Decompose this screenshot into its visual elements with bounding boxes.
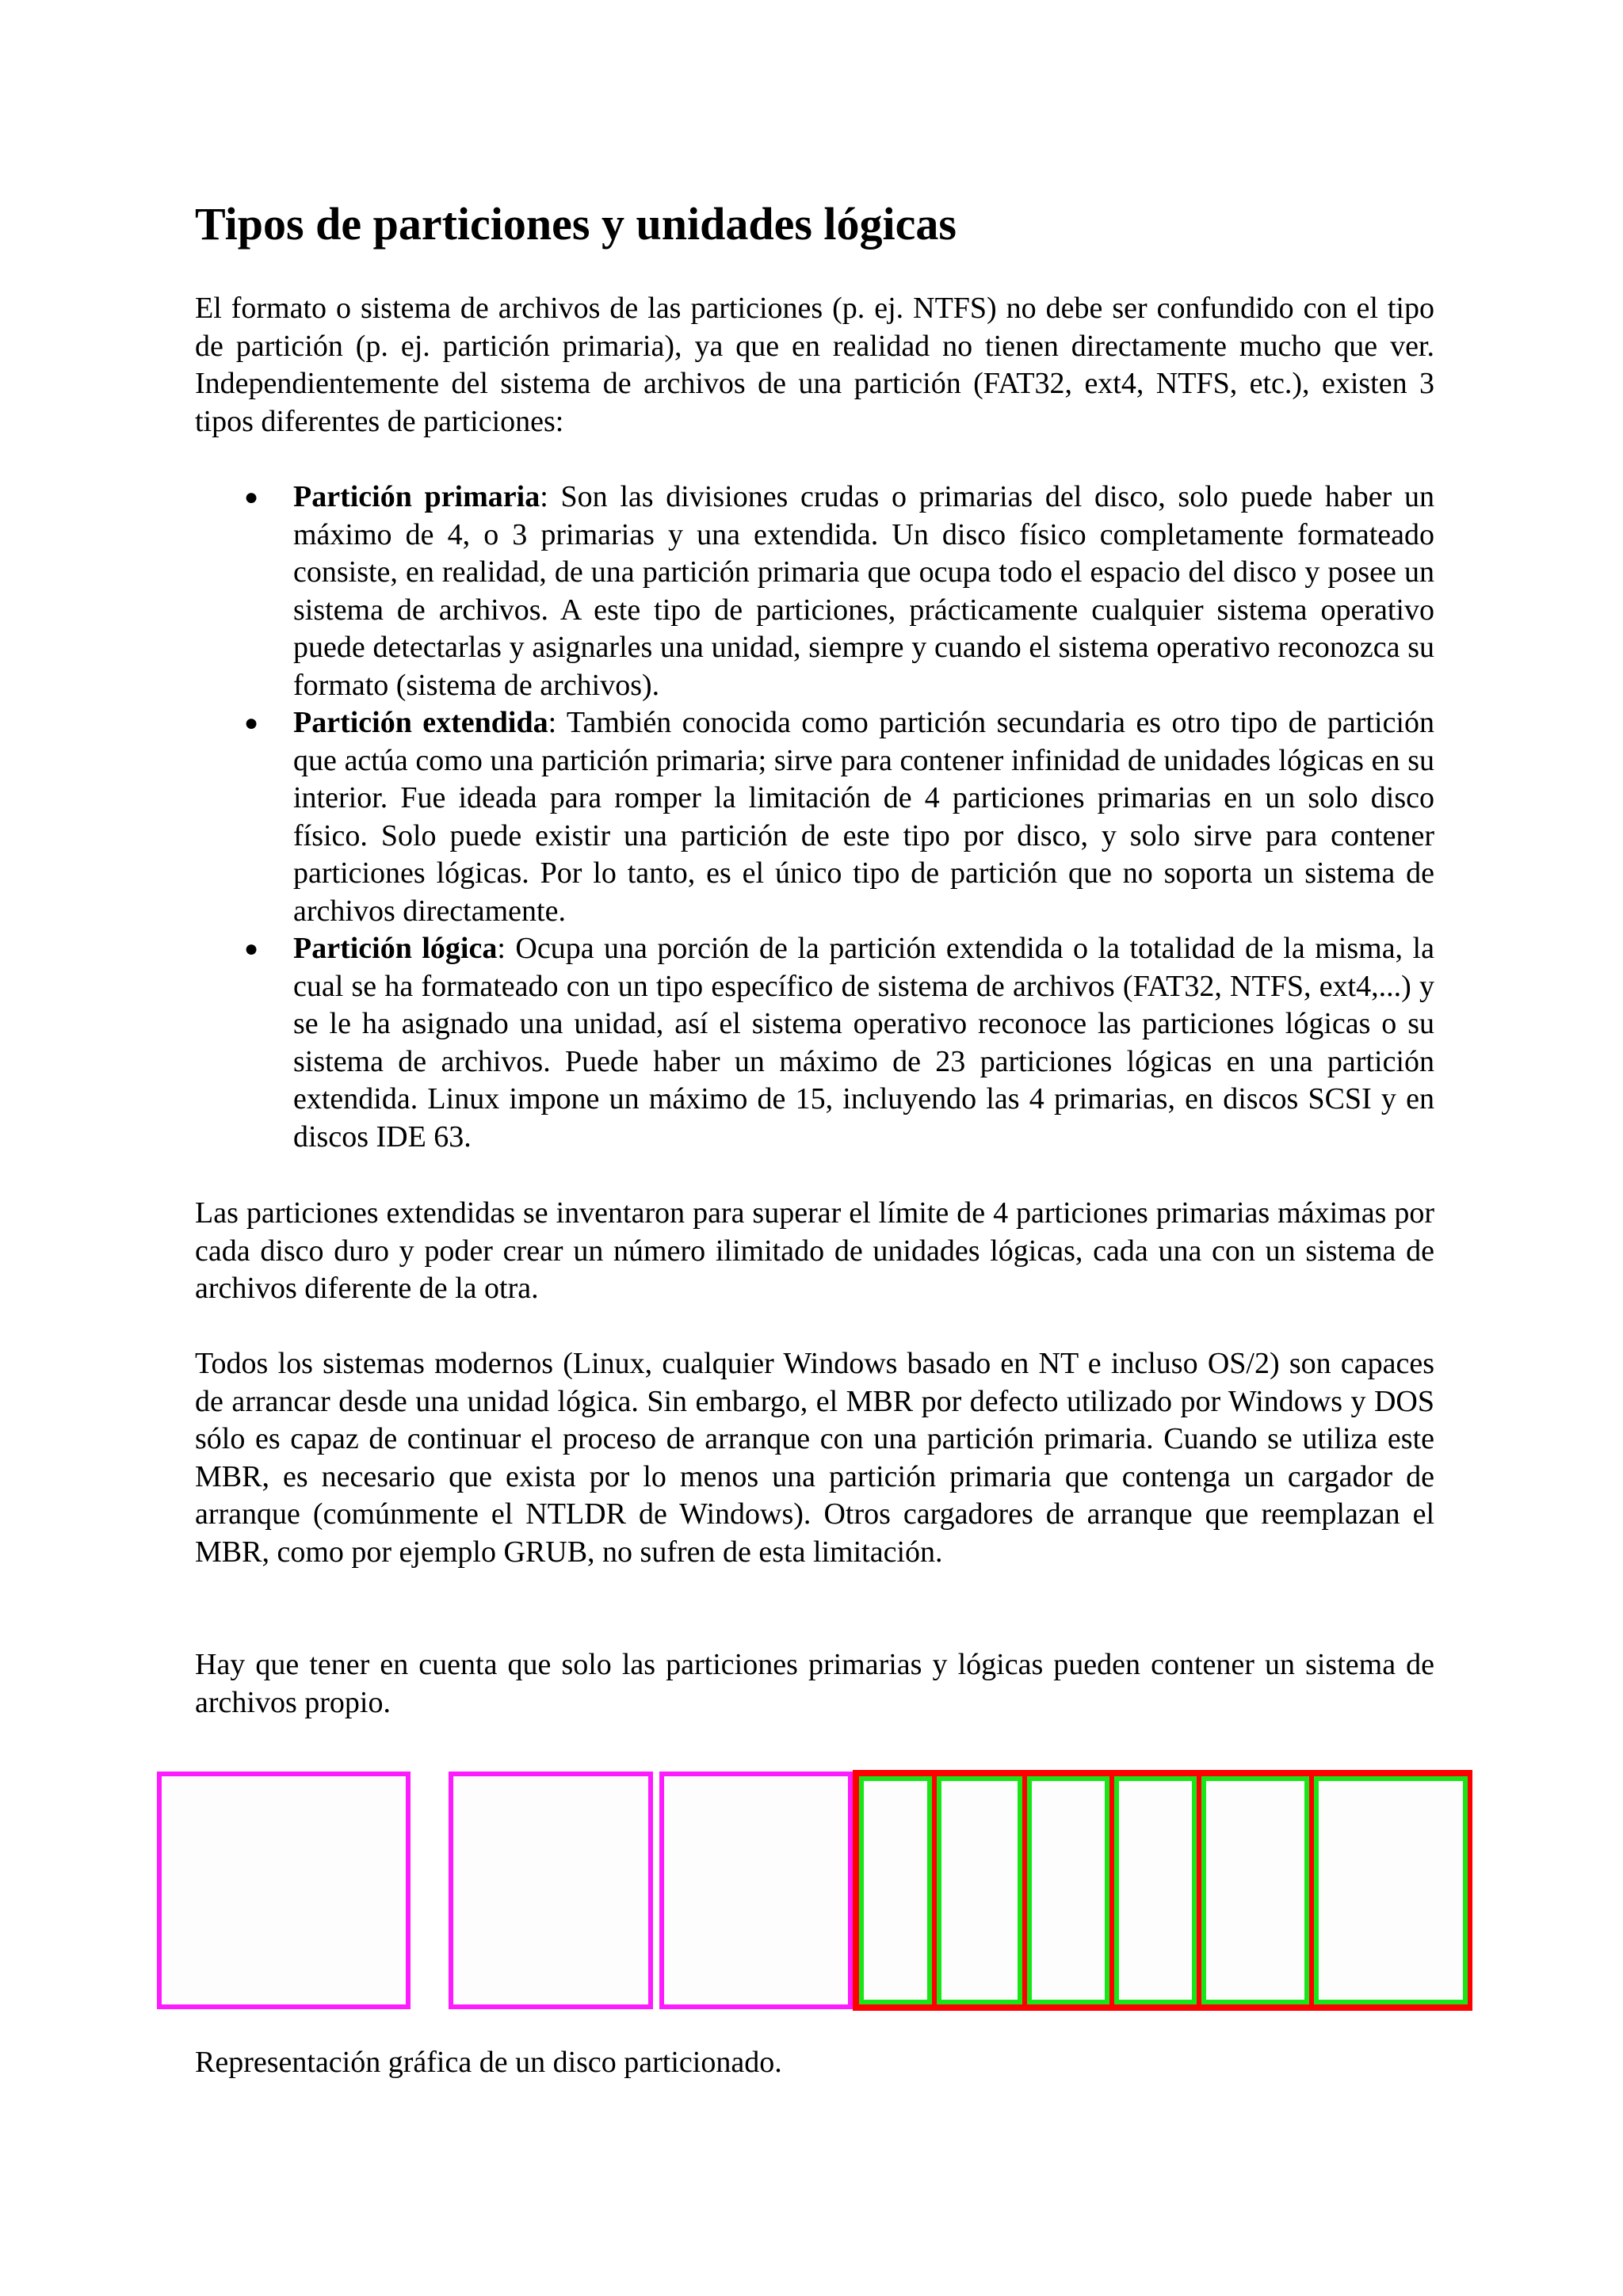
primary-partition-box — [659, 1772, 853, 2009]
extended-partition-box — [853, 1770, 1472, 2011]
desc-primary: : Son las divisiones crudas o primarias del disco, solo puede haber un máximo de 4, o 3 primarias y una extendida. Un disco físico completamente formateado consiste, en realidad, de una partición primaria que ocupa todo el espacio del disco y posee un sistema de archivos. A este tipo de particiones, prácticamente cualquier sistema operativo puede detectarlas y asignarles una unidad, siempre y cuando el sistema operativo reconozca su formato (sistema de archivos). — [293, 480, 1435, 702]
list-item-extended — [244, 704, 1434, 930]
extended-partitions-paragraph: Las particiones extendidas se inventaron para superar el límite de 4 particiones primarias máximas por cada disco duro y poder crear un número ilimitado de unidades lógicas, cada una con un sistema de archivos diferente de la otra. — [195, 1196, 1434, 1305]
logical-partition-box — [1027, 1776, 1109, 2004]
logical-partition-box — [859, 1776, 932, 2004]
logical-partition-box — [1114, 1776, 1197, 2004]
diagram-caption: Representación gráfica de un disco particionado. — [195, 2046, 782, 2079]
term-extended: Partición extendida — [293, 706, 548, 739]
logical-partition-box — [1201, 1776, 1309, 2004]
list-item-primary — [244, 479, 1435, 704]
boot-paragraph: Todos los sistemas modernos (Linux, cualquier Windows basado en NT e incluso OS/2) son capaces de arrancar desde una unidad lógica. Sin embargo, el MBR por defecto utilizado por Windows y DOS sólo es capaz de continuar el proceso de arranque con una partición primaria. Cuando se utiliza este MBR, es necesario que exista por lo menos una partición primaria que contenga un cargador de arranque (comúnmente el NTLDR de Windows). Otros cargadores de arranque que reemplazan el MBR, como por ejemplo GRUB, no sufren de esta limitación. — [195, 1347, 1434, 1569]
logical-partition-box — [1314, 1776, 1468, 2004]
term-primary: Partición primaria — [293, 480, 540, 513]
list-item-logical — [244, 930, 1434, 1156]
primary-partition-box — [449, 1772, 653, 2009]
desc-extended: : También conocida como partición secundaria es otro tipo de partición que actúa como una partición primaria; sirve para contener infinidad de unidades lógicas en su interior. Fue ideada para romper la limitación de 4 particiones primarias en un solo disco físico. Solo puede existir una partición de este tipo por disco, y solo sirve para contener particiones lógicas. Por lo tanto, es el único tipo de partición que no soporta un sistema de archivos directamente. — [293, 706, 1434, 928]
bullet-icon: ● — [244, 936, 259, 962]
desc-logical: : Ocupa una porción de la partición extendida o la totalidad de la misma, la cual se ha formateado con un tipo específico de sistema de archivos (FAT32, NTFS, ext4,...) y se le ha asignado una unidad, así el sistema operativo reconoce las particiones lógicas o su sistema de archivos. Puede haber un máximo de 23 particiones lógicas en una partición extendida. Linux impone un máximo de 15, incluyendo las 4 primarias, en discos SCSI y en discos IDE 63. — [293, 932, 1434, 1154]
intro-paragraph: El formato o sistema de archivos de las particiones (p. ej. NTFS) no debe ser confundido con el tipo de partición (p. ej. partición primaria), ya que en realidad no tienen directamente mucho que ver. Independientemente del sistema de archivos de una partición (FAT32, ext4, NTFS, etc.), existen 3 tipos diferentes de particiones: — [195, 292, 1434, 438]
primary-partition-box — [157, 1772, 411, 2009]
term-logical: Partición lógica — [293, 932, 498, 965]
bullet-icon: ● — [244, 710, 259, 736]
logical-partition-box — [937, 1776, 1022, 2004]
page-title: Tipos de particiones y unidades lógicas — [195, 198, 957, 250]
partition-types-list — [244, 479, 1435, 1156]
filesystem-note-paragraph: Hay que tener en cuenta que solo las particiones primarias y lógicas pueden contener un sistema de archivos propio. — [195, 1648, 1434, 1719]
disk-partition-diagram — [155, 1770, 1474, 2011]
bullet-icon: ● — [244, 484, 259, 510]
